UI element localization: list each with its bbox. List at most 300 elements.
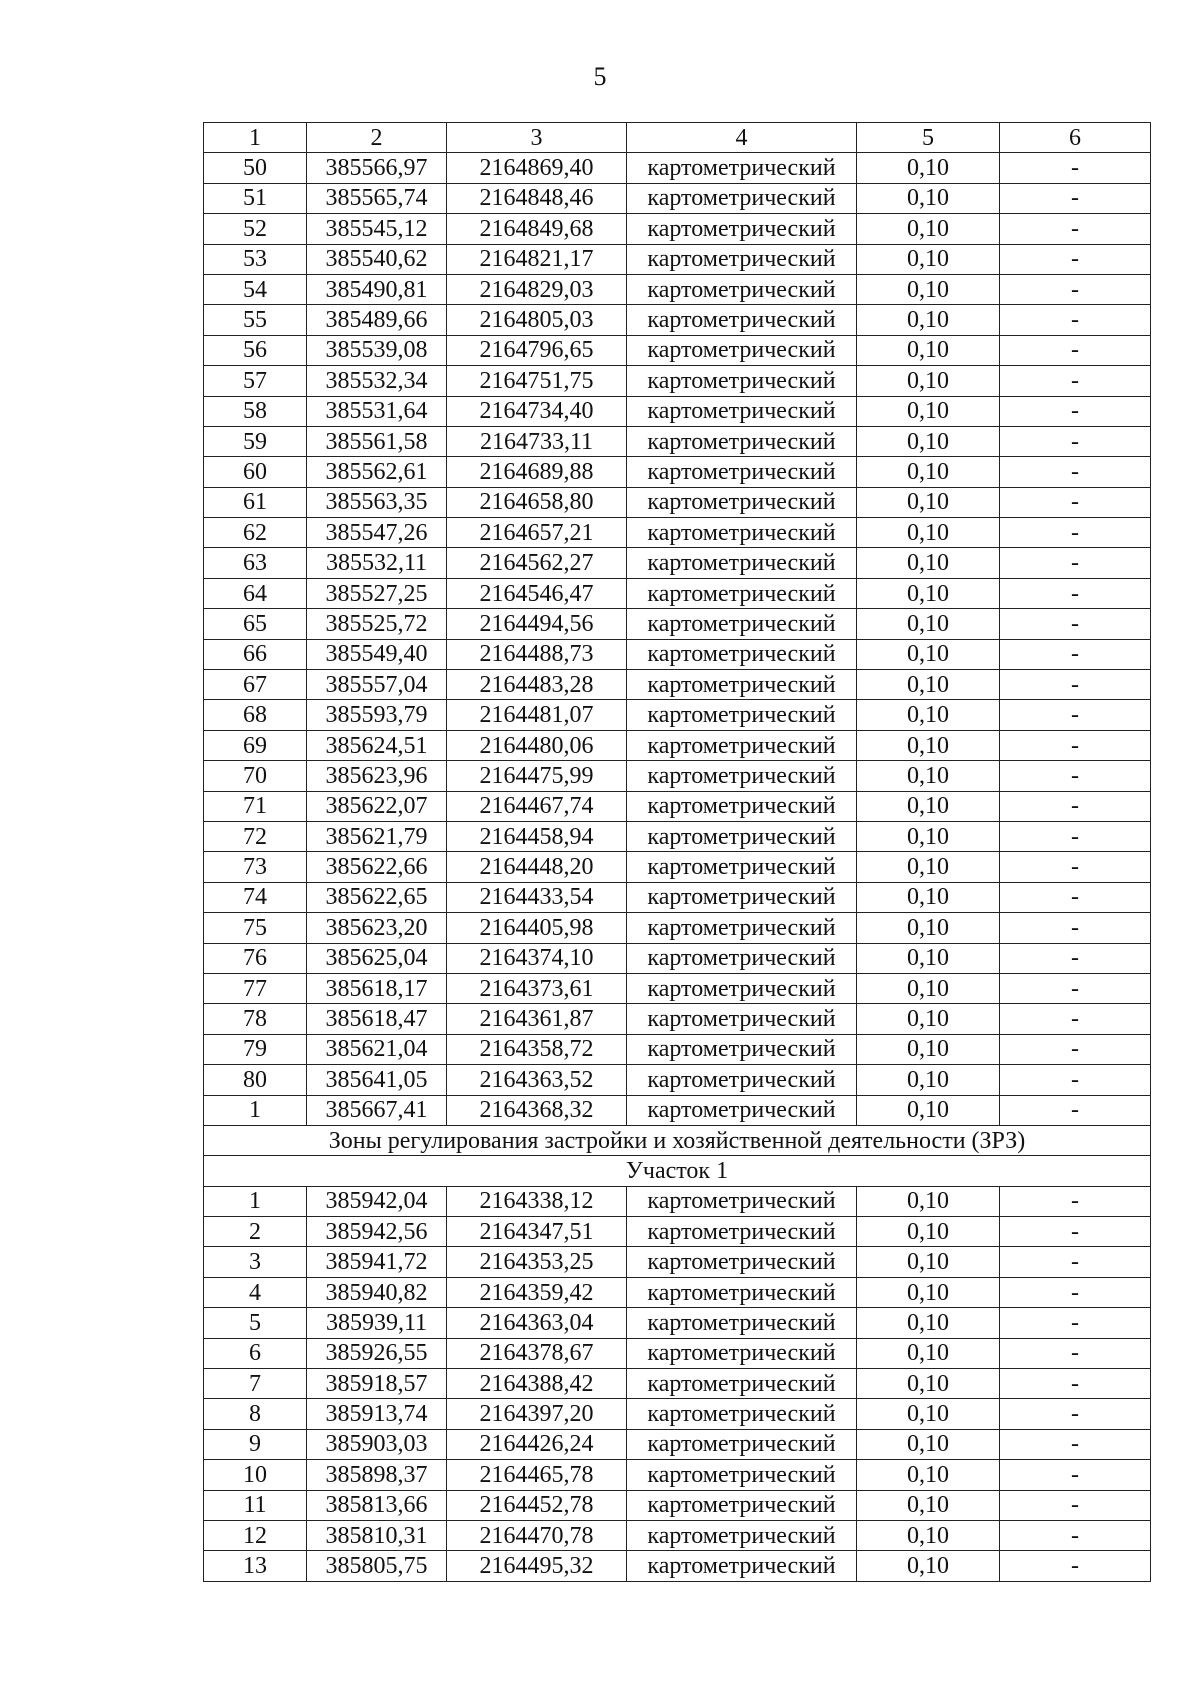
x-coordinate-cell: 385903,03	[307, 1429, 447, 1459]
method-cell: картометрический	[627, 487, 857, 517]
note-cell: -	[1000, 1460, 1151, 1490]
note-cell: -	[1000, 183, 1151, 213]
accuracy-cell: 0,10	[857, 1551, 1000, 1581]
note-cell: -	[1000, 1369, 1151, 1399]
table-row	[204, 1095, 1151, 1125]
point-number-cell: 12	[204, 1520, 307, 1550]
note-cell: -	[1000, 1277, 1151, 1307]
table-row	[204, 1399, 1151, 1429]
x-coordinate-cell: 385918,57	[307, 1369, 447, 1399]
note-cell: -	[1000, 1034, 1151, 1064]
accuracy-cell: 0,10	[857, 852, 1000, 882]
x-coordinate-cell: 385563,35	[307, 487, 447, 517]
note-cell: -	[1000, 366, 1151, 396]
accuracy-cell: 0,10	[857, 1520, 1000, 1550]
x-coordinate-cell: 385525,72	[307, 609, 447, 639]
method-cell: картометрический	[627, 700, 857, 730]
method-cell: картометрический	[627, 274, 857, 304]
method-cell: картометрический	[627, 882, 857, 912]
header-cell: 5	[857, 123, 1000, 153]
x-coordinate-cell: 385539,08	[307, 335, 447, 365]
x-coordinate-cell: 385623,96	[307, 761, 447, 791]
table-row	[204, 1551, 1151, 1581]
x-coordinate-cell: 385810,31	[307, 1520, 447, 1550]
method-cell: картометрический	[627, 761, 857, 791]
method-cell: картометрический	[627, 214, 857, 244]
y-coordinate-cell: 2164821,17	[447, 244, 627, 274]
method-cell: картометрический	[627, 852, 857, 882]
table-row	[204, 335, 1151, 365]
method-cell: картометрический	[627, 639, 857, 669]
note-cell: -	[1000, 487, 1151, 517]
method-cell: картометрический	[627, 396, 857, 426]
note-cell: -	[1000, 1004, 1151, 1034]
note-cell: -	[1000, 518, 1151, 548]
x-coordinate-cell: 385941,72	[307, 1247, 447, 1277]
note-cell: -	[1000, 730, 1151, 760]
y-coordinate-cell: 2164829,03	[447, 274, 627, 304]
accuracy-cell: 0,10	[857, 1034, 1000, 1064]
table-row	[204, 670, 1151, 700]
x-coordinate-cell: 385618,17	[307, 973, 447, 1003]
table-row	[204, 578, 1151, 608]
table-row	[204, 1520, 1151, 1550]
point-number-cell: 56	[204, 335, 307, 365]
x-coordinate-cell: 385565,74	[307, 183, 447, 213]
accuracy-cell: 0,10	[857, 548, 1000, 578]
y-coordinate-cell: 2164359,42	[447, 1277, 627, 1307]
method-cell: картометрический	[627, 1399, 857, 1429]
point-number-cell: 78	[204, 1004, 307, 1034]
y-coordinate-cell: 2164796,65	[447, 335, 627, 365]
method-cell: картометрический	[627, 305, 857, 335]
table-row	[204, 1308, 1151, 1338]
point-number-cell: 76	[204, 943, 307, 973]
note-cell: -	[1000, 1095, 1151, 1125]
table-row	[204, 244, 1151, 274]
method-cell: картометрический	[627, 1369, 857, 1399]
point-number-cell: 69	[204, 730, 307, 760]
y-coordinate-cell: 2164373,61	[447, 973, 627, 1003]
accuracy-cell: 0,10	[857, 730, 1000, 760]
method-cell: картометрический	[627, 1247, 857, 1277]
table-row	[204, 730, 1151, 760]
point-number-cell: 63	[204, 548, 307, 578]
point-number-cell: 68	[204, 700, 307, 730]
method-cell: картометрический	[627, 183, 857, 213]
y-coordinate-cell: 2164467,74	[447, 791, 627, 821]
y-coordinate-cell: 2164374,10	[447, 943, 627, 973]
x-coordinate-cell: 385622,66	[307, 852, 447, 882]
table-row	[204, 396, 1151, 426]
table-row	[204, 973, 1151, 1003]
y-coordinate-cell: 2164849,68	[447, 214, 627, 244]
method-cell: картометрический	[627, 1186, 857, 1216]
y-coordinate-cell: 2164347,51	[447, 1217, 627, 1247]
x-coordinate-cell: 385942,04	[307, 1186, 447, 1216]
method-cell: картометрический	[627, 1308, 857, 1338]
point-number-cell: 2	[204, 1217, 307, 1247]
accuracy-cell: 0,10	[857, 609, 1000, 639]
x-coordinate-cell: 385625,04	[307, 943, 447, 973]
point-number-cell: 11	[204, 1490, 307, 1520]
y-coordinate-cell: 2164733,11	[447, 426, 627, 456]
table-row	[204, 487, 1151, 517]
accuracy-cell: 0,10	[857, 305, 1000, 335]
method-cell: картометрический	[627, 913, 857, 943]
note-cell: -	[1000, 943, 1151, 973]
y-coordinate-cell: 2164562,27	[447, 548, 627, 578]
note-cell: -	[1000, 1429, 1151, 1459]
note-cell: -	[1000, 214, 1151, 244]
method-cell: картометрический	[627, 1217, 857, 1247]
x-coordinate-cell: 385549,40	[307, 639, 447, 669]
method-cell: картометрический	[627, 366, 857, 396]
table-row	[204, 214, 1151, 244]
point-number-cell: 61	[204, 487, 307, 517]
table-row	[204, 457, 1151, 487]
table-header-row	[204, 123, 1151, 153]
y-coordinate-cell: 2164361,87	[447, 1004, 627, 1034]
table-row	[204, 1065, 1151, 1095]
x-coordinate-cell: 385489,66	[307, 305, 447, 335]
accuracy-cell: 0,10	[857, 1308, 1000, 1338]
accuracy-cell: 0,10	[857, 1217, 1000, 1247]
point-number-cell: 72	[204, 821, 307, 851]
table-row	[204, 1186, 1151, 1216]
section-title-row	[204, 1156, 1151, 1186]
y-coordinate-cell: 2164475,99	[447, 761, 627, 791]
y-coordinate-cell: 2164358,72	[447, 1034, 627, 1064]
accuracy-cell: 0,10	[857, 366, 1000, 396]
point-number-cell: 13	[204, 1551, 307, 1581]
coordinates-table-body	[204, 123, 1151, 1582]
y-coordinate-cell: 2164658,80	[447, 487, 627, 517]
point-number-cell: 60	[204, 457, 307, 487]
point-number-cell: 74	[204, 882, 307, 912]
accuracy-cell: 0,10	[857, 578, 1000, 608]
accuracy-cell: 0,10	[857, 1247, 1000, 1277]
x-coordinate-cell: 385593,79	[307, 700, 447, 730]
note-cell: -	[1000, 335, 1151, 365]
x-coordinate-cell: 385540,62	[307, 244, 447, 274]
table-row	[204, 821, 1151, 851]
table-row	[204, 852, 1151, 882]
accuracy-cell: 0,10	[857, 1399, 1000, 1429]
y-coordinate-cell: 2164689,88	[447, 457, 627, 487]
point-number-cell: 59	[204, 426, 307, 456]
method-cell: картометрический	[627, 1490, 857, 1520]
x-coordinate-cell: 385667,41	[307, 1095, 447, 1125]
note-cell: -	[1000, 1551, 1151, 1581]
table-row	[204, 1490, 1151, 1520]
table-row	[204, 305, 1151, 335]
y-coordinate-cell: 2164869,40	[447, 153, 627, 183]
note-cell: -	[1000, 548, 1151, 578]
table-row	[204, 1369, 1151, 1399]
x-coordinate-cell: 385557,04	[307, 670, 447, 700]
point-number-cell: 6	[204, 1338, 307, 1368]
accuracy-cell: 0,10	[857, 1277, 1000, 1307]
method-cell: картометрический	[627, 821, 857, 851]
note-cell: -	[1000, 274, 1151, 304]
method-cell: картометрический	[627, 1551, 857, 1581]
header-cell: 1	[204, 123, 307, 153]
accuracy-cell: 0,10	[857, 214, 1000, 244]
table-row	[204, 518, 1151, 548]
y-coordinate-cell: 2164546,47	[447, 578, 627, 608]
x-coordinate-cell: 385532,11	[307, 548, 447, 578]
y-coordinate-cell: 2164363,52	[447, 1065, 627, 1095]
method-cell: картометрический	[627, 730, 857, 760]
x-coordinate-cell: 385926,55	[307, 1338, 447, 1368]
accuracy-cell: 0,10	[857, 1429, 1000, 1459]
note-cell: -	[1000, 670, 1151, 700]
y-coordinate-cell: 2164465,78	[447, 1460, 627, 1490]
point-number-cell: 70	[204, 761, 307, 791]
x-coordinate-cell: 385618,47	[307, 1004, 447, 1034]
note-cell: -	[1000, 1065, 1151, 1095]
point-number-cell: 71	[204, 791, 307, 821]
method-cell: картометрический	[627, 518, 857, 548]
method-cell: картометрический	[627, 1095, 857, 1125]
method-cell: картометрический	[627, 1277, 857, 1307]
point-number-cell: 55	[204, 305, 307, 335]
x-coordinate-cell: 385942,56	[307, 1217, 447, 1247]
y-coordinate-cell: 2164353,25	[447, 1247, 627, 1277]
accuracy-cell: 0,10	[857, 973, 1000, 1003]
accuracy-cell: 0,10	[857, 426, 1000, 456]
table-row	[204, 639, 1151, 669]
method-cell: картометрический	[627, 1034, 857, 1064]
accuracy-cell: 0,10	[857, 183, 1000, 213]
x-coordinate-cell: 385898,37	[307, 1460, 447, 1490]
method-cell: картометрический	[627, 791, 857, 821]
accuracy-cell: 0,10	[857, 821, 1000, 851]
table-row	[204, 609, 1151, 639]
point-number-cell: 52	[204, 214, 307, 244]
note-cell: -	[1000, 1520, 1151, 1550]
point-number-cell: 5	[204, 1308, 307, 1338]
method-cell: картометрический	[627, 457, 857, 487]
table-row	[204, 1004, 1151, 1034]
point-number-cell: 65	[204, 609, 307, 639]
accuracy-cell: 0,10	[857, 1065, 1000, 1095]
note-cell: -	[1000, 1247, 1151, 1277]
method-cell: картометрический	[627, 1065, 857, 1095]
y-coordinate-cell: 2164363,04	[447, 1308, 627, 1338]
table-row	[204, 426, 1151, 456]
accuracy-cell: 0,10	[857, 1186, 1000, 1216]
table-row	[204, 1460, 1151, 1490]
note-cell: -	[1000, 1186, 1151, 1216]
zone-title: Зоны регулирования застройки и хозяйственной деятельности (ЗРЗ)	[204, 1125, 1151, 1155]
note-cell: -	[1000, 639, 1151, 669]
note-cell: -	[1000, 821, 1151, 851]
page-number: 5	[593, 62, 607, 91]
x-coordinate-cell: 385531,64	[307, 396, 447, 426]
method-cell: картометрический	[627, 670, 857, 700]
point-number-cell: 8	[204, 1399, 307, 1429]
note-cell: -	[1000, 913, 1151, 943]
x-coordinate-cell: 385622,65	[307, 882, 447, 912]
y-coordinate-cell: 2164751,75	[447, 366, 627, 396]
x-coordinate-cell: 385545,12	[307, 214, 447, 244]
note-cell: -	[1000, 973, 1151, 1003]
note-cell: -	[1000, 1338, 1151, 1368]
x-coordinate-cell: 385490,81	[307, 274, 447, 304]
accuracy-cell: 0,10	[857, 761, 1000, 791]
method-cell: картометрический	[627, 426, 857, 456]
header-cell: 4	[627, 123, 857, 153]
y-coordinate-cell: 2164433,54	[447, 882, 627, 912]
point-number-cell: 1	[204, 1186, 307, 1216]
point-number-cell: 4	[204, 1277, 307, 1307]
y-coordinate-cell: 2164397,20	[447, 1399, 627, 1429]
x-coordinate-cell: 385561,58	[307, 426, 447, 456]
table-row	[204, 1338, 1151, 1368]
x-coordinate-cell: 385562,61	[307, 457, 447, 487]
note-cell: -	[1000, 1217, 1151, 1247]
accuracy-cell: 0,10	[857, 487, 1000, 517]
table-row	[204, 700, 1151, 730]
x-coordinate-cell: 385527,25	[307, 578, 447, 608]
point-number-cell: 54	[204, 274, 307, 304]
accuracy-cell: 0,10	[857, 274, 1000, 304]
note-cell: -	[1000, 1308, 1151, 1338]
accuracy-cell: 0,10	[857, 396, 1000, 426]
y-coordinate-cell: 2164495,32	[447, 1551, 627, 1581]
accuracy-cell: 0,10	[857, 1338, 1000, 1368]
accuracy-cell: 0,10	[857, 670, 1000, 700]
note-cell: -	[1000, 153, 1151, 183]
y-coordinate-cell: 2164657,21	[447, 518, 627, 548]
accuracy-cell: 0,10	[857, 700, 1000, 730]
accuracy-cell: 0,10	[857, 943, 1000, 973]
note-cell: -	[1000, 1490, 1151, 1520]
point-number-cell: 58	[204, 396, 307, 426]
note-cell: -	[1000, 457, 1151, 487]
x-coordinate-cell: 385547,26	[307, 518, 447, 548]
y-coordinate-cell: 2164378,67	[447, 1338, 627, 1368]
point-number-cell: 67	[204, 670, 307, 700]
y-coordinate-cell: 2164452,78	[447, 1490, 627, 1520]
method-cell: картометрический	[627, 578, 857, 608]
note-cell: -	[1000, 882, 1151, 912]
x-coordinate-cell: 385641,05	[307, 1065, 447, 1095]
header-cell: 3	[447, 123, 627, 153]
y-coordinate-cell: 2164734,40	[447, 396, 627, 426]
y-coordinate-cell: 2164458,94	[447, 821, 627, 851]
method-cell: картометрический	[627, 1338, 857, 1368]
note-cell: -	[1000, 609, 1151, 639]
method-cell: картометрический	[627, 153, 857, 183]
point-number-cell: 9	[204, 1429, 307, 1459]
accuracy-cell: 0,10	[857, 1460, 1000, 1490]
y-coordinate-cell: 2164483,28	[447, 670, 627, 700]
table-row	[204, 153, 1151, 183]
note-cell: -	[1000, 791, 1151, 821]
y-coordinate-cell: 2164848,46	[447, 183, 627, 213]
point-number-cell: 64	[204, 578, 307, 608]
y-coordinate-cell: 2164388,42	[447, 1369, 627, 1399]
note-cell: -	[1000, 305, 1151, 335]
point-number-cell: 57	[204, 366, 307, 396]
header-cell: 6	[1000, 123, 1151, 153]
x-coordinate-cell: 385624,51	[307, 730, 447, 760]
y-coordinate-cell: 2164488,73	[447, 639, 627, 669]
method-cell: картометрический	[627, 1429, 857, 1459]
x-coordinate-cell: 385622,07	[307, 791, 447, 821]
x-coordinate-cell: 385621,79	[307, 821, 447, 851]
accuracy-cell: 0,10	[857, 153, 1000, 183]
accuracy-cell: 0,10	[857, 244, 1000, 274]
point-number-cell: 73	[204, 852, 307, 882]
point-number-cell: 3	[204, 1247, 307, 1277]
accuracy-cell: 0,10	[857, 457, 1000, 487]
x-coordinate-cell: 385805,75	[307, 1551, 447, 1581]
method-cell: картометрический	[627, 609, 857, 639]
note-cell: -	[1000, 578, 1151, 608]
accuracy-cell: 0,10	[857, 1004, 1000, 1034]
method-cell: картометрический	[627, 548, 857, 578]
method-cell: картометрический	[627, 1460, 857, 1490]
method-cell: картометрический	[627, 1004, 857, 1034]
table-row	[204, 1247, 1151, 1277]
y-coordinate-cell: 2164426,24	[447, 1429, 627, 1459]
table-row	[204, 882, 1151, 912]
table-row	[204, 1034, 1151, 1064]
method-cell: картометрический	[627, 973, 857, 1003]
x-coordinate-cell: 385913,74	[307, 1399, 447, 1429]
point-number-cell: 7	[204, 1369, 307, 1399]
coordinates-table	[203, 122, 1151, 1582]
point-number-cell: 79	[204, 1034, 307, 1064]
x-coordinate-cell: 385940,82	[307, 1277, 447, 1307]
point-number-cell: 50	[204, 153, 307, 183]
point-number-cell: 77	[204, 973, 307, 1003]
table-row	[204, 761, 1151, 791]
x-coordinate-cell: 385813,66	[307, 1490, 447, 1520]
accuracy-cell: 0,10	[857, 1490, 1000, 1520]
table-row	[204, 913, 1151, 943]
zone-title-row	[204, 1125, 1151, 1155]
x-coordinate-cell: 385621,04	[307, 1034, 447, 1064]
y-coordinate-cell: 2164805,03	[447, 305, 627, 335]
point-number-cell: 51	[204, 183, 307, 213]
y-coordinate-cell: 2164470,78	[447, 1520, 627, 1550]
section-title: Участок 1	[204, 1156, 1151, 1186]
method-cell: картометрический	[627, 943, 857, 973]
note-cell: -	[1000, 852, 1151, 882]
point-number-cell: 80	[204, 1065, 307, 1095]
note-cell: -	[1000, 396, 1151, 426]
note-cell: -	[1000, 1399, 1151, 1429]
table-row	[204, 366, 1151, 396]
method-cell: картометрический	[627, 244, 857, 274]
method-cell: картометрический	[627, 335, 857, 365]
table-row	[204, 1217, 1151, 1247]
point-number-cell: 53	[204, 244, 307, 274]
table-row	[204, 183, 1151, 213]
accuracy-cell: 0,10	[857, 1095, 1000, 1125]
accuracy-cell: 0,10	[857, 1369, 1000, 1399]
table-row	[204, 274, 1151, 304]
y-coordinate-cell: 2164368,32	[447, 1095, 627, 1125]
point-number-cell: 10	[204, 1460, 307, 1490]
note-cell: -	[1000, 761, 1151, 791]
point-number-cell: 1	[204, 1095, 307, 1125]
